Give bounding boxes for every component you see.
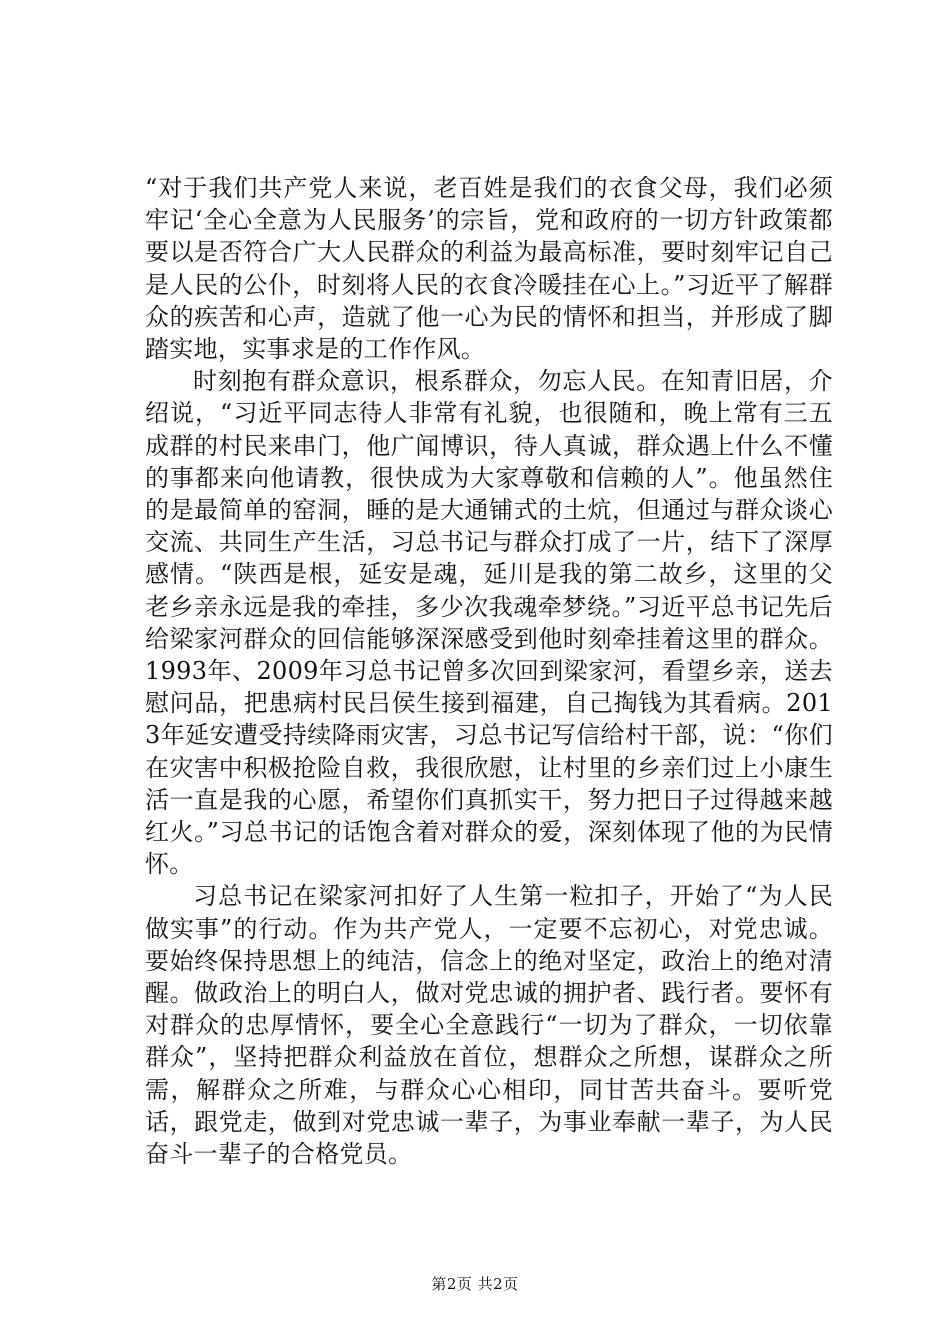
paragraph-3: 习总书记在梁家河扣好了人生第一粒扣子，开始了“为人民做实事”的行动。作为共产党人，一定要不忘初心，对党忠诚。要始终保持思想上的纯洁，信念上的绝对坚定，政治上的绝对清醒。做政治上的明白人，做对党忠诚的拥护者、践行者。要怀有对群众的忠厚情怀，要全心全意践行“一切为了群众，一切依靠群众”，坚持把群众利益放在首位，想群众之所想，谋群众之所需，解群众之所难，与群众心心相印，同甘苦共奋斗。要听党话，跟党走，做到对党忠诚一辈子，为事业奉献一辈子，为人民奋斗一辈子的合格党员。 — [145, 882, 833, 1169]
paragraph-1: “对于我们共产党人来说，老百姓是我们的衣食父母，我们必须牢记‘全心全意为人民服务’的宗旨，党和政府的一切方针政策都要以是否符合广大人民群众的利益为最高标准，要时刻牢记自己是人民的公仆，时刻将人民的衣食冷暖挂在心上。”习近平了解群众的疾苦和心声，造就了他一心为民的情怀和担当，并形成了脚踏实地，实事求是的工作作风。 — [145, 174, 833, 364]
paragraph-2: 时刻抱有群众意识，根系群众，勿忘人民。在知青旧居，介绍说，“习近平同志待人非常有礼貌，也很随和，晚上常有三五成群的村民来串门，他广闻博识，待人真诚，群众遇上什么不懂的事都来向他请教，很快成为大家尊敬和信赖的人”。他虽然住的是最简单的窑洞，睡的是大通铺式的土炕，但通过与群众谈心交流、共同生产生活，习总书记与群众打成了一片，结下了深厚感情。“陕西是根，延安是魂，延川是我的第二故乡，这里的父老乡亲永远是我的牵挂，多少次我魂牵梦绕。”习近平总书记先后给梁家河群众的回信能够深深感受到他时刻牵挂着这里的群众。1993年、2009年习总书记曾多次回到梁家河，看望乡亲，送去慰问品，把患病村民吕侯生接到福建，自己掏钱为其看病。2013年延安遭受持续降雨灾害，习总书记写信给村干部，说：“你们在灾害中积极抢险自救，我很欣慰，让村里的乡亲们过上小康生活一直是我的心愿，希望你们真抓实干，努力把日子过得越来越红火。”习总书记的话饱含着对群众的爱，深刻体现了他的为民情怀。 — [145, 367, 833, 879]
page-footer: 第2页 共2页 — [431, 1275, 519, 1293]
document-body — [145, 172, 833, 1170]
